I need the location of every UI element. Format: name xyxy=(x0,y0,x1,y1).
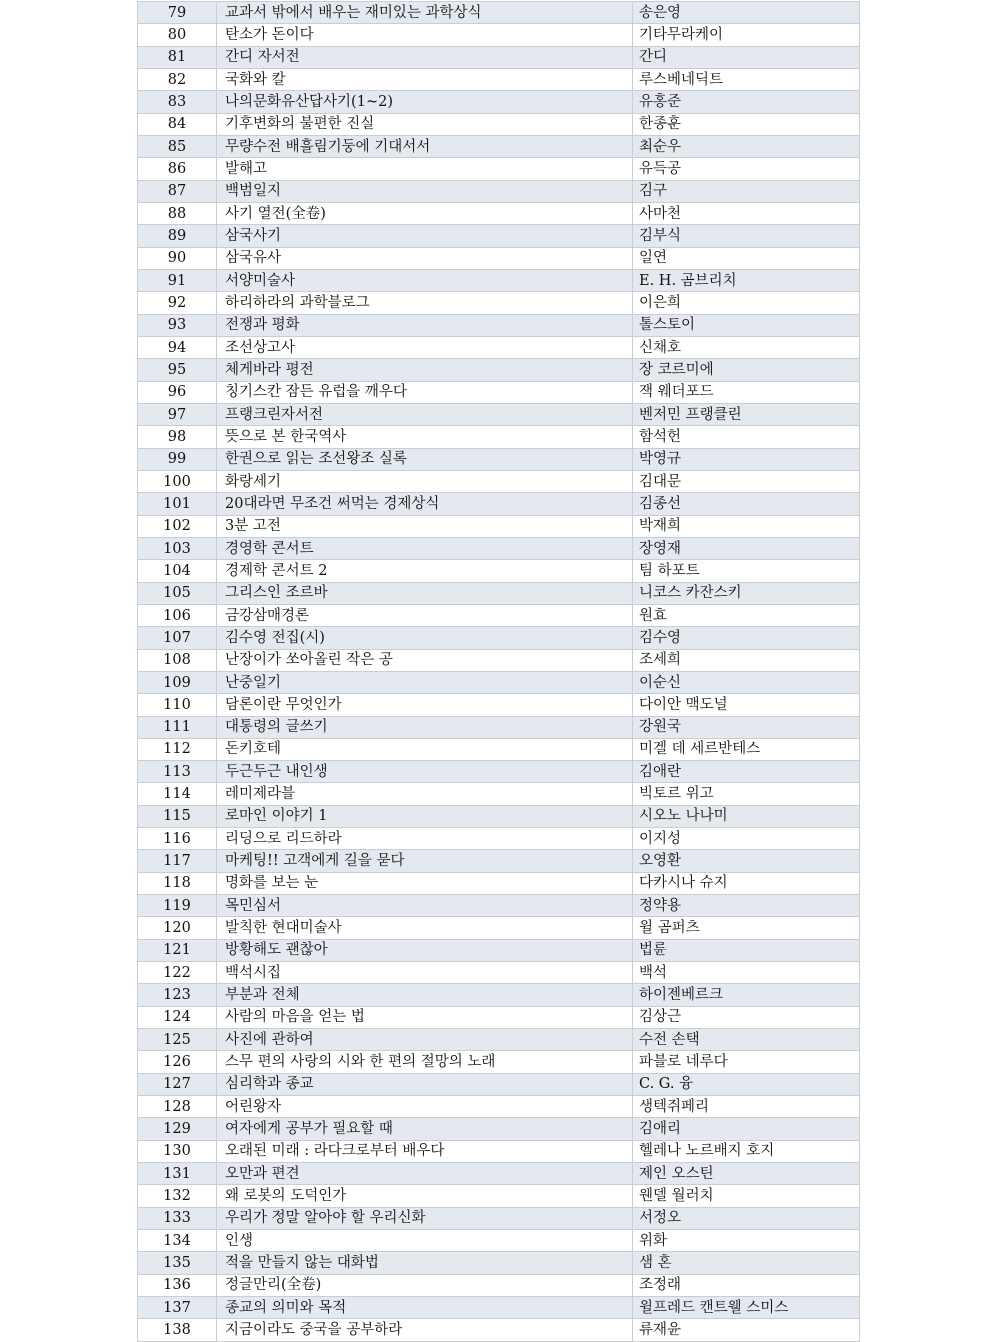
table-row xyxy=(138,716,860,738)
book-author: 장 코르미에 xyxy=(633,359,860,381)
book-author: 빅토르 위고 xyxy=(633,783,860,805)
row-number: 132 xyxy=(138,1185,217,1207)
book-title: 레미제라블 xyxy=(217,783,633,805)
book-title: 삼국유사 xyxy=(217,247,633,269)
table-row xyxy=(138,872,860,894)
row-number: 110 xyxy=(138,694,217,716)
book-author: 다카시나 슈지 xyxy=(633,872,860,894)
book-title: 뜻으로 본 한국역사 xyxy=(217,426,633,448)
row-number: 88 xyxy=(138,202,217,224)
table-row xyxy=(138,1073,860,1095)
row-number: 135 xyxy=(138,1252,217,1274)
table-row xyxy=(138,1207,860,1229)
book-author: 박재희 xyxy=(633,515,860,537)
table-row xyxy=(138,1029,860,1051)
book-author: 수전 손택 xyxy=(633,1029,860,1051)
table-row xyxy=(138,895,860,917)
row-number: 87 xyxy=(138,180,217,202)
book-author: 이은희 xyxy=(633,292,860,314)
table-row xyxy=(138,158,860,180)
book-author: 김애란 xyxy=(633,761,860,783)
row-number: 86 xyxy=(138,158,217,180)
book-title: 체게바라 평전 xyxy=(217,359,633,381)
book-author: 윌 곰퍼츠 xyxy=(633,917,860,939)
row-number: 97 xyxy=(138,403,217,425)
row-number: 85 xyxy=(138,135,217,157)
book-author: 기타무라케이 xyxy=(633,24,860,46)
book-title: 무량수전 배흘림기둥에 기대서서 xyxy=(217,135,633,157)
book-title: 사진에 관하여 xyxy=(217,1029,633,1051)
row-number: 93 xyxy=(138,314,217,336)
row-number: 123 xyxy=(138,984,217,1006)
book-author: 김상근 xyxy=(633,1006,860,1028)
book-author: 강원국 xyxy=(633,716,860,738)
table-row xyxy=(138,135,860,157)
book-title: 두근두근 내인생 xyxy=(217,761,633,783)
row-number: 101 xyxy=(138,493,217,515)
book-author: 한종훈 xyxy=(633,113,860,135)
table-row xyxy=(138,627,860,649)
table-row xyxy=(138,962,860,984)
book-title: 어린왕자 xyxy=(217,1096,633,1118)
book-title: 서양미술사 xyxy=(217,269,633,291)
book-author: 벤저민 프랭클린 xyxy=(633,403,860,425)
row-number: 103 xyxy=(138,537,217,559)
book-author: 송은영 xyxy=(633,2,860,24)
table-row xyxy=(138,202,860,224)
table-row xyxy=(138,336,860,358)
row-number: 136 xyxy=(138,1274,217,1296)
book-title: 백석시집 xyxy=(217,962,633,984)
book-title: 난장이가 쏘아올린 작은 공 xyxy=(217,649,633,671)
book-title: 우리가 정말 알아야 할 우리신화 xyxy=(217,1207,633,1229)
row-number: 90 xyxy=(138,247,217,269)
book-author: 김부식 xyxy=(633,225,860,247)
book-title: 금강삼매경론 xyxy=(217,604,633,626)
book-author: 백석 xyxy=(633,962,860,984)
table-row xyxy=(138,649,860,671)
book-title: 김수영 전집(시) xyxy=(217,627,633,649)
row-number: 128 xyxy=(138,1096,217,1118)
book-title: 인생 xyxy=(217,1230,633,1252)
row-number: 80 xyxy=(138,24,217,46)
table-row xyxy=(138,247,860,269)
row-number: 118 xyxy=(138,872,217,894)
table-row xyxy=(138,225,860,247)
book-title: 돈키호테 xyxy=(217,738,633,760)
table-row xyxy=(138,359,860,381)
table-row xyxy=(138,1163,860,1185)
row-number: 134 xyxy=(138,1230,217,1252)
table-row xyxy=(138,917,860,939)
book-title: 발칙한 현대미술사 xyxy=(217,917,633,939)
row-number: 92 xyxy=(138,292,217,314)
book-title: 기후변화의 불편한 진실 xyxy=(217,113,633,135)
row-number: 115 xyxy=(138,805,217,827)
book-author: 헬레나 노르배지 호지 xyxy=(633,1140,860,1162)
book-title: 리딩으로 리드하라 xyxy=(217,828,633,850)
book-title: 오래된 미래 : 라다크로부터 배우다 xyxy=(217,1140,633,1162)
row-number: 79 xyxy=(138,2,217,24)
book-title: 마케팅!! 고객에게 길을 묻다 xyxy=(217,850,633,872)
book-author: 웬델 월러치 xyxy=(633,1185,860,1207)
book-title: 사기 열전(全卷) xyxy=(217,202,633,224)
book-title: 3분 고전 xyxy=(217,515,633,537)
row-number: 102 xyxy=(138,515,217,537)
book-title: 지금이라도 중국을 공부하라 xyxy=(217,1319,633,1341)
book-author: 간디 xyxy=(633,46,860,68)
row-number: 95 xyxy=(138,359,217,381)
table-row xyxy=(138,1118,860,1140)
book-title: 여자에게 공부가 필요할 때 xyxy=(217,1118,633,1140)
table-row xyxy=(138,694,860,716)
table-row xyxy=(138,68,860,90)
table-row xyxy=(138,604,860,626)
book-title: 전쟁과 평화 xyxy=(217,314,633,336)
row-number: 138 xyxy=(138,1319,217,1341)
book-title: 경영학 콘서트 xyxy=(217,537,633,559)
row-number: 121 xyxy=(138,939,217,961)
row-number: 81 xyxy=(138,46,217,68)
book-title: 사람의 마음을 얻는 법 xyxy=(217,1006,633,1028)
book-author: 하이젠베르크 xyxy=(633,984,860,1006)
book-author: 샘 혼 xyxy=(633,1252,860,1274)
row-number: 122 xyxy=(138,962,217,984)
book-author: 오영환 xyxy=(633,850,860,872)
book-title: 하리하라의 과학블로그 xyxy=(217,292,633,314)
book-author: 원효 xyxy=(633,604,860,626)
book-author: 사마천 xyxy=(633,202,860,224)
table-row xyxy=(138,828,860,850)
row-number: 105 xyxy=(138,582,217,604)
table-row xyxy=(138,381,860,403)
book-author: 서정오 xyxy=(633,1207,860,1229)
book-title: 명화를 보는 눈 xyxy=(217,872,633,894)
row-number: 108 xyxy=(138,649,217,671)
book-title: 발해고 xyxy=(217,158,633,180)
book-title: 백범일지 xyxy=(217,180,633,202)
book-title: 탄소가 돈이다 xyxy=(217,24,633,46)
row-number: 137 xyxy=(138,1297,217,1319)
book-list-body xyxy=(138,2,860,1342)
table-row xyxy=(138,783,860,805)
book-title: 스무 편의 사랑의 시와 한 편의 절망의 노래 xyxy=(217,1051,633,1073)
table-row xyxy=(138,91,860,113)
book-author: 루스베네딕트 xyxy=(633,68,860,90)
table-row xyxy=(138,805,860,827)
book-author: 유홍준 xyxy=(633,91,860,113)
row-number: 96 xyxy=(138,381,217,403)
book-title: 정글만리(全卷) xyxy=(217,1274,633,1296)
book-author: 장영재 xyxy=(633,537,860,559)
table-row xyxy=(138,1252,860,1274)
row-number: 131 xyxy=(138,1163,217,1185)
book-title: 부분과 전체 xyxy=(217,984,633,1006)
table-row xyxy=(138,314,860,336)
book-author: 제인 오스틴 xyxy=(633,1163,860,1185)
row-number: 117 xyxy=(138,850,217,872)
book-title: 화랑세기 xyxy=(217,470,633,492)
table-row xyxy=(138,515,860,537)
book-title: 그리스인 조르바 xyxy=(217,582,633,604)
book-title: 방황해도 괜찮아 xyxy=(217,939,633,961)
table-row xyxy=(138,1006,860,1028)
table-row xyxy=(138,2,860,24)
row-number: 83 xyxy=(138,91,217,113)
table-row xyxy=(138,1096,860,1118)
row-number: 94 xyxy=(138,336,217,358)
table-row xyxy=(138,537,860,559)
book-author: 신채호 xyxy=(633,336,860,358)
book-title: 적을 만들지 않는 대화법 xyxy=(217,1252,633,1274)
table-row xyxy=(138,761,860,783)
row-number: 91 xyxy=(138,269,217,291)
book-author: 함석헌 xyxy=(633,426,860,448)
row-number: 126 xyxy=(138,1051,217,1073)
row-number: 107 xyxy=(138,627,217,649)
table-row xyxy=(138,582,860,604)
book-title: 프랭크린자서전 xyxy=(217,403,633,425)
book-title: 심리학과 종교 xyxy=(217,1073,633,1095)
book-author: 니코스 카잔스키 xyxy=(633,582,860,604)
book-author: 법륜 xyxy=(633,939,860,961)
book-author: 생텍쥐페리 xyxy=(633,1096,860,1118)
row-number: 119 xyxy=(138,895,217,917)
table-row xyxy=(138,1230,860,1252)
table-row xyxy=(138,1297,860,1319)
book-title: 오만과 편견 xyxy=(217,1163,633,1185)
row-number: 104 xyxy=(138,560,217,582)
row-number: 82 xyxy=(138,68,217,90)
table-row xyxy=(138,1274,860,1296)
book-author: 미겔 데 세르반테스 xyxy=(633,738,860,760)
row-number: 84 xyxy=(138,113,217,135)
book-author: 톨스토이 xyxy=(633,314,860,336)
table-row xyxy=(138,560,860,582)
book-author: 류재윤 xyxy=(633,1319,860,1341)
row-number: 130 xyxy=(138,1140,217,1162)
row-number: 114 xyxy=(138,783,217,805)
book-author: E. H. 곰브리치 xyxy=(633,269,860,291)
row-number: 125 xyxy=(138,1029,217,1051)
book-title: 대통령의 글쓰기 xyxy=(217,716,633,738)
book-list-table xyxy=(137,1,860,1342)
row-number: 113 xyxy=(138,761,217,783)
book-author: 팀 하포트 xyxy=(633,560,860,582)
book-title: 칭기스칸 잠든 유럽을 깨우다 xyxy=(217,381,633,403)
book-author: 최순우 xyxy=(633,135,860,157)
table-row xyxy=(138,1051,860,1073)
book-title: 종교의 의미와 목적 xyxy=(217,1297,633,1319)
book-title: 목민심서 xyxy=(217,895,633,917)
book-author: 김종선 xyxy=(633,493,860,515)
table-row xyxy=(138,1319,860,1341)
table-row xyxy=(138,470,860,492)
book-author: 김수영 xyxy=(633,627,860,649)
table-row xyxy=(138,269,860,291)
row-number: 124 xyxy=(138,1006,217,1028)
row-number: 99 xyxy=(138,448,217,470)
table-row xyxy=(138,24,860,46)
table-row xyxy=(138,292,860,314)
table-row xyxy=(138,939,860,961)
book-title: 삼국사기 xyxy=(217,225,633,247)
book-author: C. G. 융 xyxy=(633,1073,860,1095)
book-author: 유득공 xyxy=(633,158,860,180)
book-title: 나의문화유산답사기(1~2) xyxy=(217,91,633,113)
book-author: 박영규 xyxy=(633,448,860,470)
book-title: 왜 로봇의 도덕인가 xyxy=(217,1185,633,1207)
table-row xyxy=(138,113,860,135)
table-row xyxy=(138,1185,860,1207)
table-row xyxy=(138,46,860,68)
table-row xyxy=(138,738,860,760)
book-author: 다이안 맥도널 xyxy=(633,694,860,716)
row-number: 133 xyxy=(138,1207,217,1229)
book-title: 담론이란 무엇인가 xyxy=(217,694,633,716)
table-row xyxy=(138,671,860,693)
row-number: 100 xyxy=(138,470,217,492)
book-author: 김구 xyxy=(633,180,860,202)
book-title: 난중일기 xyxy=(217,671,633,693)
table-row xyxy=(138,984,860,1006)
book-author: 잭 웨더포드 xyxy=(633,381,860,403)
book-title: 국화와 칼 xyxy=(217,68,633,90)
table-row xyxy=(138,403,860,425)
book-title: 한권으로 읽는 조선왕조 실록 xyxy=(217,448,633,470)
row-number: 109 xyxy=(138,671,217,693)
book-author: 이순신 xyxy=(633,671,860,693)
table-row xyxy=(138,426,860,448)
table-row xyxy=(138,180,860,202)
book-author: 파블로 네루다 xyxy=(633,1051,860,1073)
table-row xyxy=(138,493,860,515)
row-number: 111 xyxy=(138,716,217,738)
row-number: 120 xyxy=(138,917,217,939)
book-author: 위화 xyxy=(633,1230,860,1252)
row-number: 116 xyxy=(138,828,217,850)
book-author: 윌프레드 캔트웰 스미스 xyxy=(633,1297,860,1319)
book-author: 김대문 xyxy=(633,470,860,492)
row-number: 98 xyxy=(138,426,217,448)
book-author: 정약용 xyxy=(633,895,860,917)
book-author: 시오노 나나미 xyxy=(633,805,860,827)
book-title: 로마인 이야기 1 xyxy=(217,805,633,827)
table-row xyxy=(138,448,860,470)
row-number: 106 xyxy=(138,604,217,626)
book-author: 조정래 xyxy=(633,1274,860,1296)
book-title: 조선상고사 xyxy=(217,336,633,358)
row-number: 112 xyxy=(138,738,217,760)
row-number: 129 xyxy=(138,1118,217,1140)
book-author: 김애리 xyxy=(633,1118,860,1140)
row-number: 89 xyxy=(138,225,217,247)
row-number: 127 xyxy=(138,1073,217,1095)
book-author: 조세희 xyxy=(633,649,860,671)
book-title: 20대라면 무조건 써먹는 경제상식 xyxy=(217,493,633,515)
table-row xyxy=(138,1140,860,1162)
book-author: 이지성 xyxy=(633,828,860,850)
book-title: 경제학 콘서트 2 xyxy=(217,560,633,582)
book-title: 교과서 밖에서 배우는 재미있는 과학상식 xyxy=(217,2,633,24)
table-row xyxy=(138,850,860,872)
book-title: 간디 자서전 xyxy=(217,46,633,68)
book-author: 일연 xyxy=(633,247,860,269)
